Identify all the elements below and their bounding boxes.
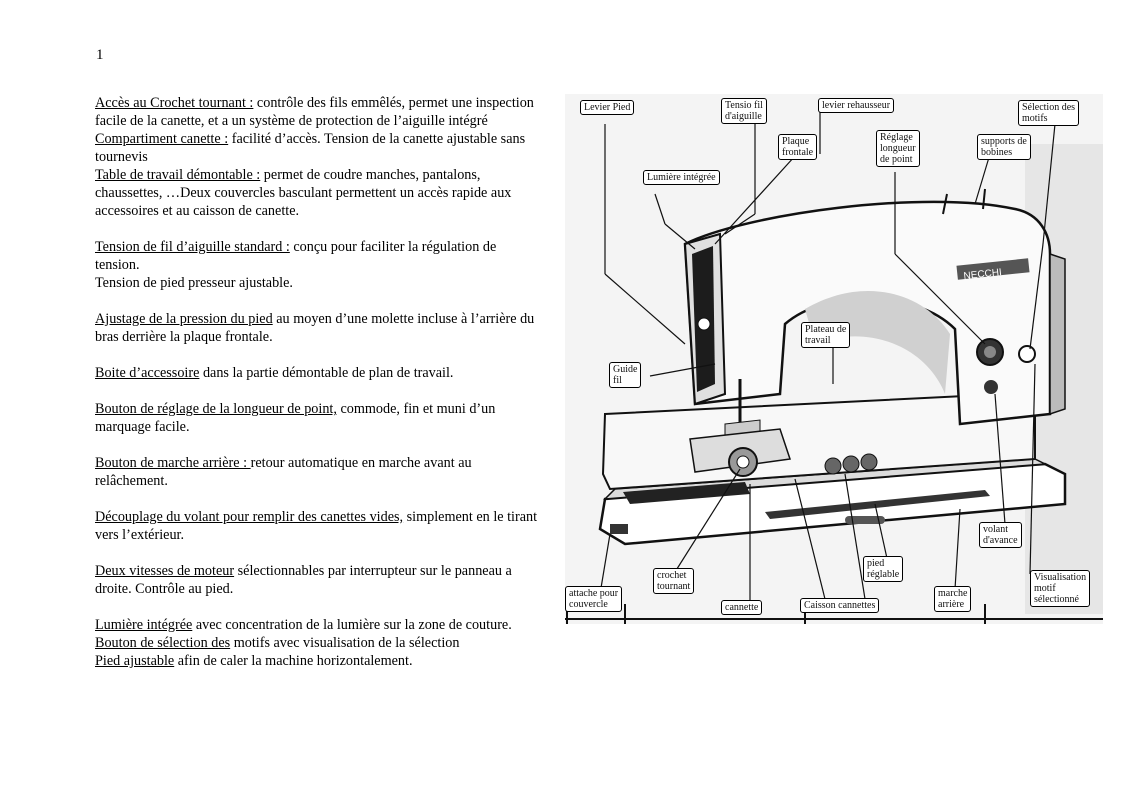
feature-description: au moyen d’une molette incluse à l’arrière du bras derrière la plaque frontale.: [95, 311, 535, 345]
feature-description: conçu pour faciliter la régulation de tension.: [95, 239, 497, 273]
callout-plateau-travail: Plateau de travail: [801, 322, 850, 348]
feature-description: contrôle des fils emmêlés, permet une inspection facile de la canette, et a un système de protection de l’aiguille intégré: [95, 95, 534, 129]
feature-title: Tension de fil d’aiguille standard :: [95, 239, 290, 255]
feature-description: afin de caler la machine horizontalement.: [174, 653, 413, 669]
feature-paragraph: [95, 652, 541, 670]
feature-paragraph: [95, 94, 541, 130]
feature-paragraph: [95, 130, 541, 166]
callout-marche-arriere: marche arrière: [934, 586, 971, 612]
feature-paragraph: [95, 454, 541, 490]
feature-description: simplement en le tirant vers l’extérieur.: [95, 509, 538, 543]
feature-description: avec concentration de la lumière sur la zone de couture.: [192, 617, 512, 633]
callout-attache-couvercle: attache pour couvercle: [565, 586, 622, 612]
brand-label: NECCHI: [963, 267, 1003, 283]
feature-description: dans la partie démontable de plan de travail.: [199, 365, 454, 381]
feature-paragraph: [95, 310, 541, 346]
feature-title: Lumière intégrée: [95, 617, 193, 633]
feature-title: Pied ajustable: [95, 653, 175, 669]
callout-cannette: cannette: [721, 600, 762, 615]
feature-title: Bouton de marche arrière :: [95, 455, 251, 471]
feature-title: Accès au Crochet tournant :: [95, 95, 254, 111]
callout-volant-avance: volant d'avance: [979, 522, 1022, 548]
feature-paragraph: [95, 400, 541, 436]
paragraph-gap: [95, 292, 541, 310]
paragraph-gap: [95, 346, 541, 364]
callout-levier-pied: Levier Pied: [580, 100, 634, 115]
feature-description: sélectionnables par interrupteur sur le panneau a droite. Contrôle au pied.: [95, 563, 512, 597]
feature-description: retour automatique en marche avant au relâchement.: [95, 455, 472, 489]
feature-title: Boite d’accessoire: [95, 365, 200, 381]
feature-description: facilité d’accès. Tension de la canette ajustable sans tournevis: [95, 131, 526, 165]
paragraph-gap: [95, 598, 541, 616]
feature-title: Compartiment canette :: [95, 131, 229, 147]
feature-description: permet de coudre manches, pantalons, chaussettes, …Deux couvercles basculant permettent un accès rapide aux accessoires et au caisson de canette.: [95, 167, 512, 219]
callout-lumiere-integree: Lumière intégrée: [643, 170, 720, 185]
sewing-machine-figure: [565, 94, 1103, 624]
paragraph-gap: [95, 220, 541, 238]
callout-selection-motifs: Sélection des motifs: [1018, 100, 1079, 126]
feature-paragraph: [95, 274, 541, 292]
callout-supports-bobines: supports de bobines: [977, 134, 1031, 160]
callout-tension-fil: Tensio fil d'aiguille: [721, 98, 767, 124]
callout-pied-reglable: pied réglable: [863, 556, 903, 582]
feature-description: motifs avec visualisation de la sélection: [230, 635, 460, 651]
feature-paragraph: [95, 166, 541, 220]
feature-paragraph: [95, 508, 541, 544]
feature-title: Deux vitesses de moteur: [95, 563, 235, 579]
feature-description: Tension de pied presseur ajustable.: [95, 275, 293, 291]
feature-title: Découplage du volant pour remplir des canettes vides,: [95, 509, 404, 525]
feature-title: Bouton de réglage de la longueur de point,: [95, 401, 337, 417]
feature-description: commode, fin et muni d’un marquage facile.: [95, 401, 496, 435]
callout-levier-rehausseur: levier rehausseur: [818, 98, 894, 113]
callout-crochet-tournant: crochet tournant: [653, 568, 694, 594]
feature-list: [95, 94, 541, 670]
feature-title: Table de travail démontable :: [95, 167, 261, 183]
paragraph-gap: [95, 544, 541, 562]
paragraph-gap: [95, 382, 541, 400]
callout-visualisation-motif: Visualisation motif sélectionné: [1030, 570, 1090, 607]
feature-paragraph: [95, 634, 541, 652]
feature-title: Ajustage de la pression du pied: [95, 311, 273, 327]
feature-paragraph: [95, 238, 541, 274]
feature-title: Bouton de sélection des: [95, 635, 231, 651]
paragraph-gap: [95, 436, 541, 454]
page-number: 1: [96, 47, 104, 63]
callout-caisson-cannettes: Caisson cannettes: [800, 598, 879, 613]
paragraph-gap: [95, 490, 541, 508]
feature-paragraph: [95, 562, 541, 598]
feature-paragraph: [95, 364, 541, 382]
callout-reglage-longueur: Réglage longueur de point: [876, 130, 920, 167]
callout-guide-fil: Guide fil: [609, 362, 641, 388]
feature-paragraph: [95, 616, 541, 634]
callout-plaque-frontale: Plaque frontale: [778, 134, 817, 160]
